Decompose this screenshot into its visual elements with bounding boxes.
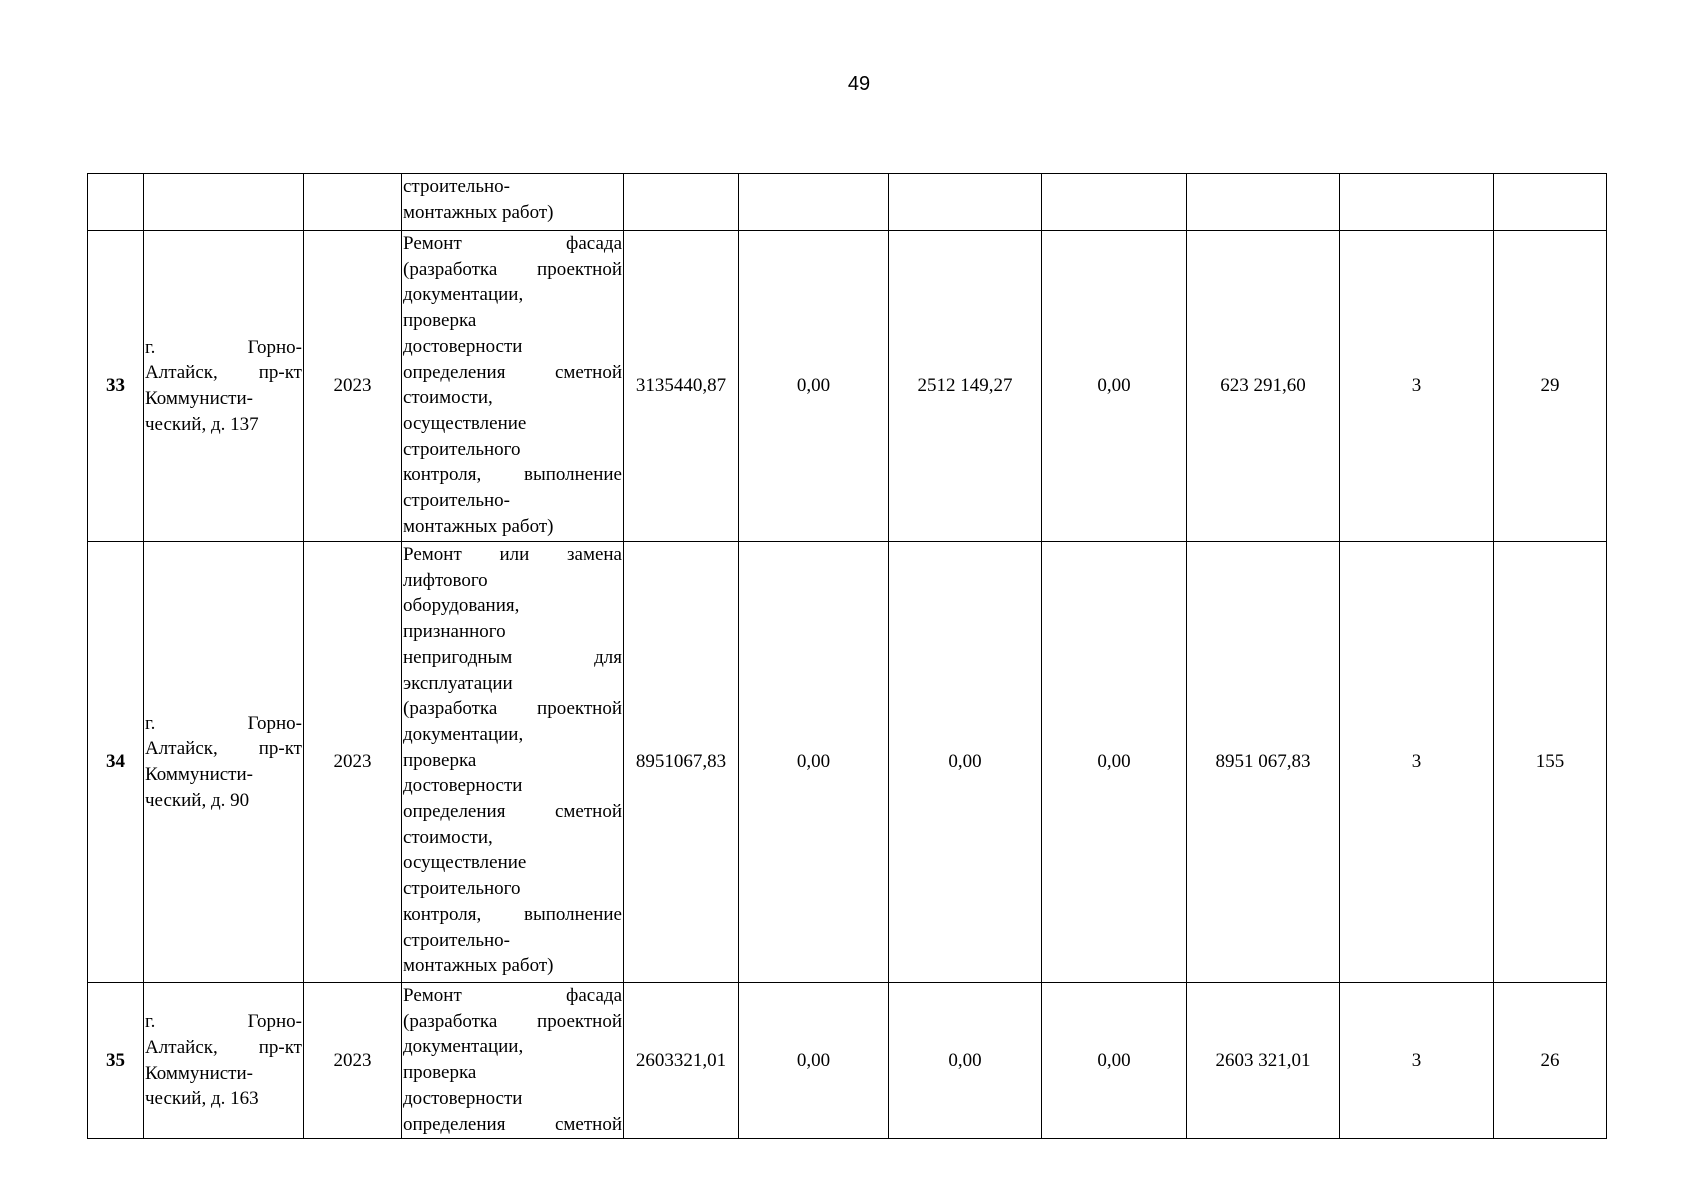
table-row [88, 231, 1607, 542]
address-line: ческий, д. 163 [145, 1088, 259, 1110]
region-budget-cell: 0,00 [889, 542, 1042, 983]
capital-repair-table [87, 173, 1607, 1139]
address-line: Алтайск, пр-кт [145, 738, 302, 760]
table-body [88, 174, 1607, 1139]
work-description-line: проверка [403, 310, 477, 332]
column-10-cell: 3 [1340, 231, 1494, 542]
column-11-cell: 26 [1494, 983, 1607, 1139]
year-cell [304, 174, 402, 231]
column-10-cell [1340, 174, 1494, 231]
work-description-line: Ремонт фасада [403, 985, 622, 1006]
table-row [88, 983, 1607, 1139]
region-budget-cell [889, 174, 1042, 231]
address-line: Алтайск, пр-кт [145, 362, 302, 384]
region-budget-cell: 0,00 [889, 983, 1042, 1139]
work-description-line: строительного [403, 438, 521, 460]
work-description-line: (разработка проектной [403, 258, 622, 280]
work-description-line: (разработка проектной [403, 698, 622, 720]
local-budget-cell: 0,00 [1042, 542, 1187, 983]
work-description-cell [402, 231, 624, 542]
work-description-cell [402, 174, 624, 231]
work-description-line: строительно- [403, 929, 511, 951]
year-cell: 2023 [304, 542, 402, 983]
row-number-cell: 33 [88, 231, 144, 542]
owners-funds-cell: 623 291,60 [1187, 231, 1340, 542]
address-line: Коммунисти- [145, 388, 253, 409]
work-description-line: проверка [403, 1062, 477, 1084]
work-description-line: достоверности [403, 1087, 523, 1109]
column-11-cell: 29 [1494, 231, 1607, 542]
total-cost-cell [624, 174, 739, 231]
work-description-line: документации, [403, 723, 524, 745]
address-line: ческий, д. 137 [145, 413, 259, 435]
work-description-line: монтажных работ) [403, 201, 554, 223]
work-description-line: эксплуатации [403, 672, 513, 694]
work-description-line: стоимости, [403, 387, 493, 409]
address-line: г. Горно- [145, 336, 302, 358]
address-line: ческий, д. 90 [145, 789, 250, 811]
region-budget-cell: 2512 149,27 [889, 231, 1042, 542]
work-description-line: контроля, выполнение [403, 464, 622, 486]
work-description-line: Ремонт фасада [403, 233, 622, 254]
work-description-line: строительно- [403, 176, 511, 197]
work-description-cell [402, 542, 624, 983]
owners-funds-cell: 8951 067,83 [1187, 542, 1340, 983]
work-description-line: монтажных работ) [403, 515, 554, 537]
address-cell [144, 174, 304, 231]
work-description-line: строительного [403, 878, 521, 900]
total-cost-cell: 2603321,01 [624, 983, 739, 1139]
fund-cost-cell: 0,00 [739, 983, 889, 1139]
work-description-line: строительно- [403, 490, 511, 512]
local-budget-cell: 0,00 [1042, 231, 1187, 542]
work-description-line: признанного [403, 621, 506, 643]
work-description-line: стоимости, [403, 826, 493, 848]
work-description-line: определения сметной [403, 801, 622, 823]
work-description-line: монтажных работ) [403, 955, 554, 977]
total-cost-cell: 8951067,83 [624, 542, 739, 983]
year-cell: 2023 [304, 231, 402, 542]
column-11-cell [1494, 174, 1607, 231]
owners-funds-cell [1187, 174, 1340, 231]
work-description-line: проверка [403, 749, 477, 771]
address-line: Коммунисти- [145, 764, 253, 785]
row-number-cell [88, 174, 144, 231]
address-line: г. Горно- [145, 1011, 302, 1033]
table-row [88, 542, 1607, 983]
address-line: Алтайск, пр-кт [145, 1036, 302, 1058]
work-description-line: оборудования, [403, 595, 520, 617]
work-description-line: достоверности [403, 335, 523, 357]
local-budget-cell [1042, 174, 1187, 231]
owners-funds-cell: 2603 321,01 [1187, 983, 1340, 1139]
column-10-cell: 3 [1340, 542, 1494, 983]
row-number-cell: 34 [88, 542, 144, 983]
work-description-line: достоверности [403, 775, 523, 797]
work-description-line: (разработка проектной [403, 1010, 622, 1032]
work-description-line: определения сметной [403, 1113, 622, 1135]
total-cost-cell: 3135440,87 [624, 231, 739, 542]
work-description-line: осуществление [403, 412, 527, 434]
work-description-line: лифтового [403, 569, 488, 591]
table-row [88, 174, 1607, 231]
work-description-line: определения сметной [403, 361, 622, 383]
work-description-line: непригодным для [403, 646, 622, 668]
work-description-line: контроля, выполнение [403, 903, 622, 925]
fund-cost-cell: 0,00 [739, 542, 889, 983]
address-cell [144, 231, 304, 542]
address-line: Коммунисти- [145, 1062, 253, 1084]
work-description-line: документации, [403, 1036, 524, 1058]
page-number: 49 [847, 73, 871, 95]
address-cell [144, 983, 304, 1139]
fund-cost-cell [739, 174, 889, 231]
work-description-line: осуществление [403, 852, 527, 874]
work-description-line: Ремонт или замена [403, 544, 622, 565]
local-budget-cell: 0,00 [1042, 983, 1187, 1139]
address-cell [144, 542, 304, 983]
year-cell: 2023 [304, 983, 402, 1139]
row-number-cell: 35 [88, 983, 144, 1139]
column-10-cell: 3 [1340, 983, 1494, 1139]
fund-cost-cell: 0,00 [739, 231, 889, 542]
work-description-line: документации, [403, 284, 524, 306]
work-description-cell [402, 983, 624, 1139]
address-line: г. Горно- [145, 712, 302, 734]
column-11-cell: 155 [1494, 542, 1607, 983]
